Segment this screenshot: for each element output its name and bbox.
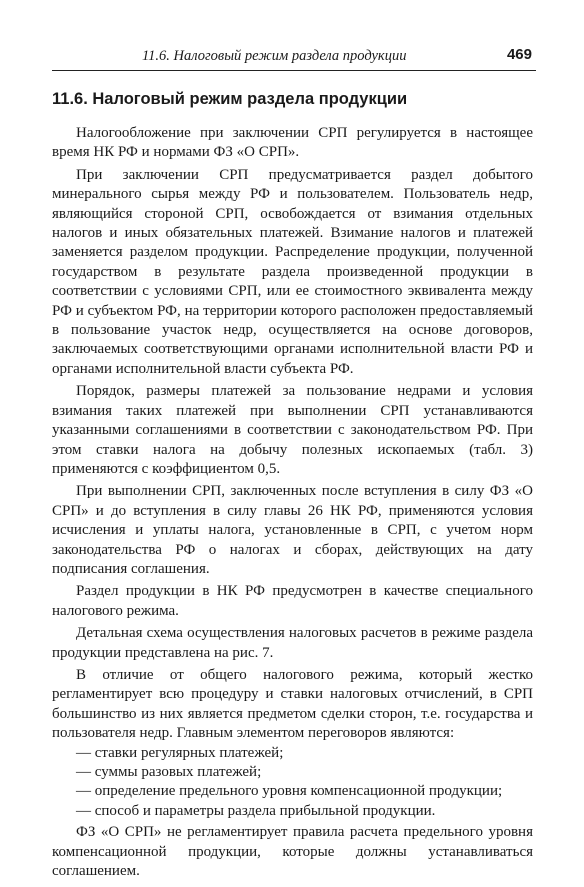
paragraph: ФЗ «О СРП» не регламентирует правила расчета предельного уровня компенсационной продукции, которые должны устанавливаться соглашением. bbox=[52, 824, 533, 880]
negotiation-elements-list bbox=[52, 744, 533, 822]
paragraph: Раздел продукции в НК РФ предусмотрен в качестве специального налогового режима. bbox=[52, 583, 533, 619]
paragraph: В отличие от общего налогового режима, который жестко регламентирует всю процедуру и ставки налоговых отчислений, в СРП большинство из них является предметом сделки сторон, т.е. государства и пользователя недр. Главным элементом переговоров являются: bbox=[52, 666, 533, 742]
list-item: — ставки регулярных платежей; bbox=[76, 744, 284, 761]
running-head bbox=[52, 44, 536, 71]
paragraph: Порядок, размеры платежей за пользование недрами и условия взимания таких платежей при выполнении СРП устанавливаются указанными соглашениями в соответствии с законодательством РФ. При этом ставки налога на добычу полезных ископаемых (табл. 3) применяются с коэффициентом 0,5. bbox=[52, 383, 533, 477]
page-number: 469 bbox=[506, 46, 532, 63]
body-text bbox=[52, 124, 533, 884]
paragraph: Налогообложение при заключении СРП регулируется в настоящее время НК РФ и нормами ФЗ «О СРП». bbox=[52, 125, 533, 161]
list-item: — способ и параметры раздела прибыльной продукции. bbox=[76, 802, 436, 819]
paragraph: При заключении СРП предусматривается раздел добытого минерального сырья между РФ и пользователем. Пользователь недр, являющийся стороной СРП, освобождается от взимания отдельных налогов и иных обязательных платежей. Взимание налогов и платежей заменяется разделом продукции. Распределение продукции, полученной государством в результате раздела произведенной продукции в соответствии с условиями СРП, или ее стоимостного эквивалента между РФ и субъектом РФ, на территории которого расположен предоставляемый в пользование участок недр, осуществляется на основе договоров, заключаемых соответствующими органами исполнительной власти РФ и органами исполнительной власти субъекта РФ. bbox=[52, 166, 533, 377]
section-heading: 11.6. Налоговый режим раздела продукции bbox=[52, 90, 408, 108]
running-head-title: 11.6. Налоговый режим раздела продукции bbox=[142, 48, 407, 64]
list-item: — определение предельного уровня компенсационной продукции; bbox=[76, 783, 503, 800]
paragraph: Детальная схема осуществления налоговых расчетов в режиме раздела продукции представлена на рис. 7. bbox=[52, 625, 533, 661]
list-item: — суммы разовых платежей; bbox=[76, 764, 262, 780]
paragraph: При выполнении СРП, заключенных после вступления в силу ФЗ «О СРП» и до вступления в силу главы 26 НК РФ, применяются условия исчисления и уплаты налога, установленные в СРП, с учетом норм законодательства РФ о налогах и сборах, действующих на дату подписания соглашения. bbox=[52, 483, 533, 577]
